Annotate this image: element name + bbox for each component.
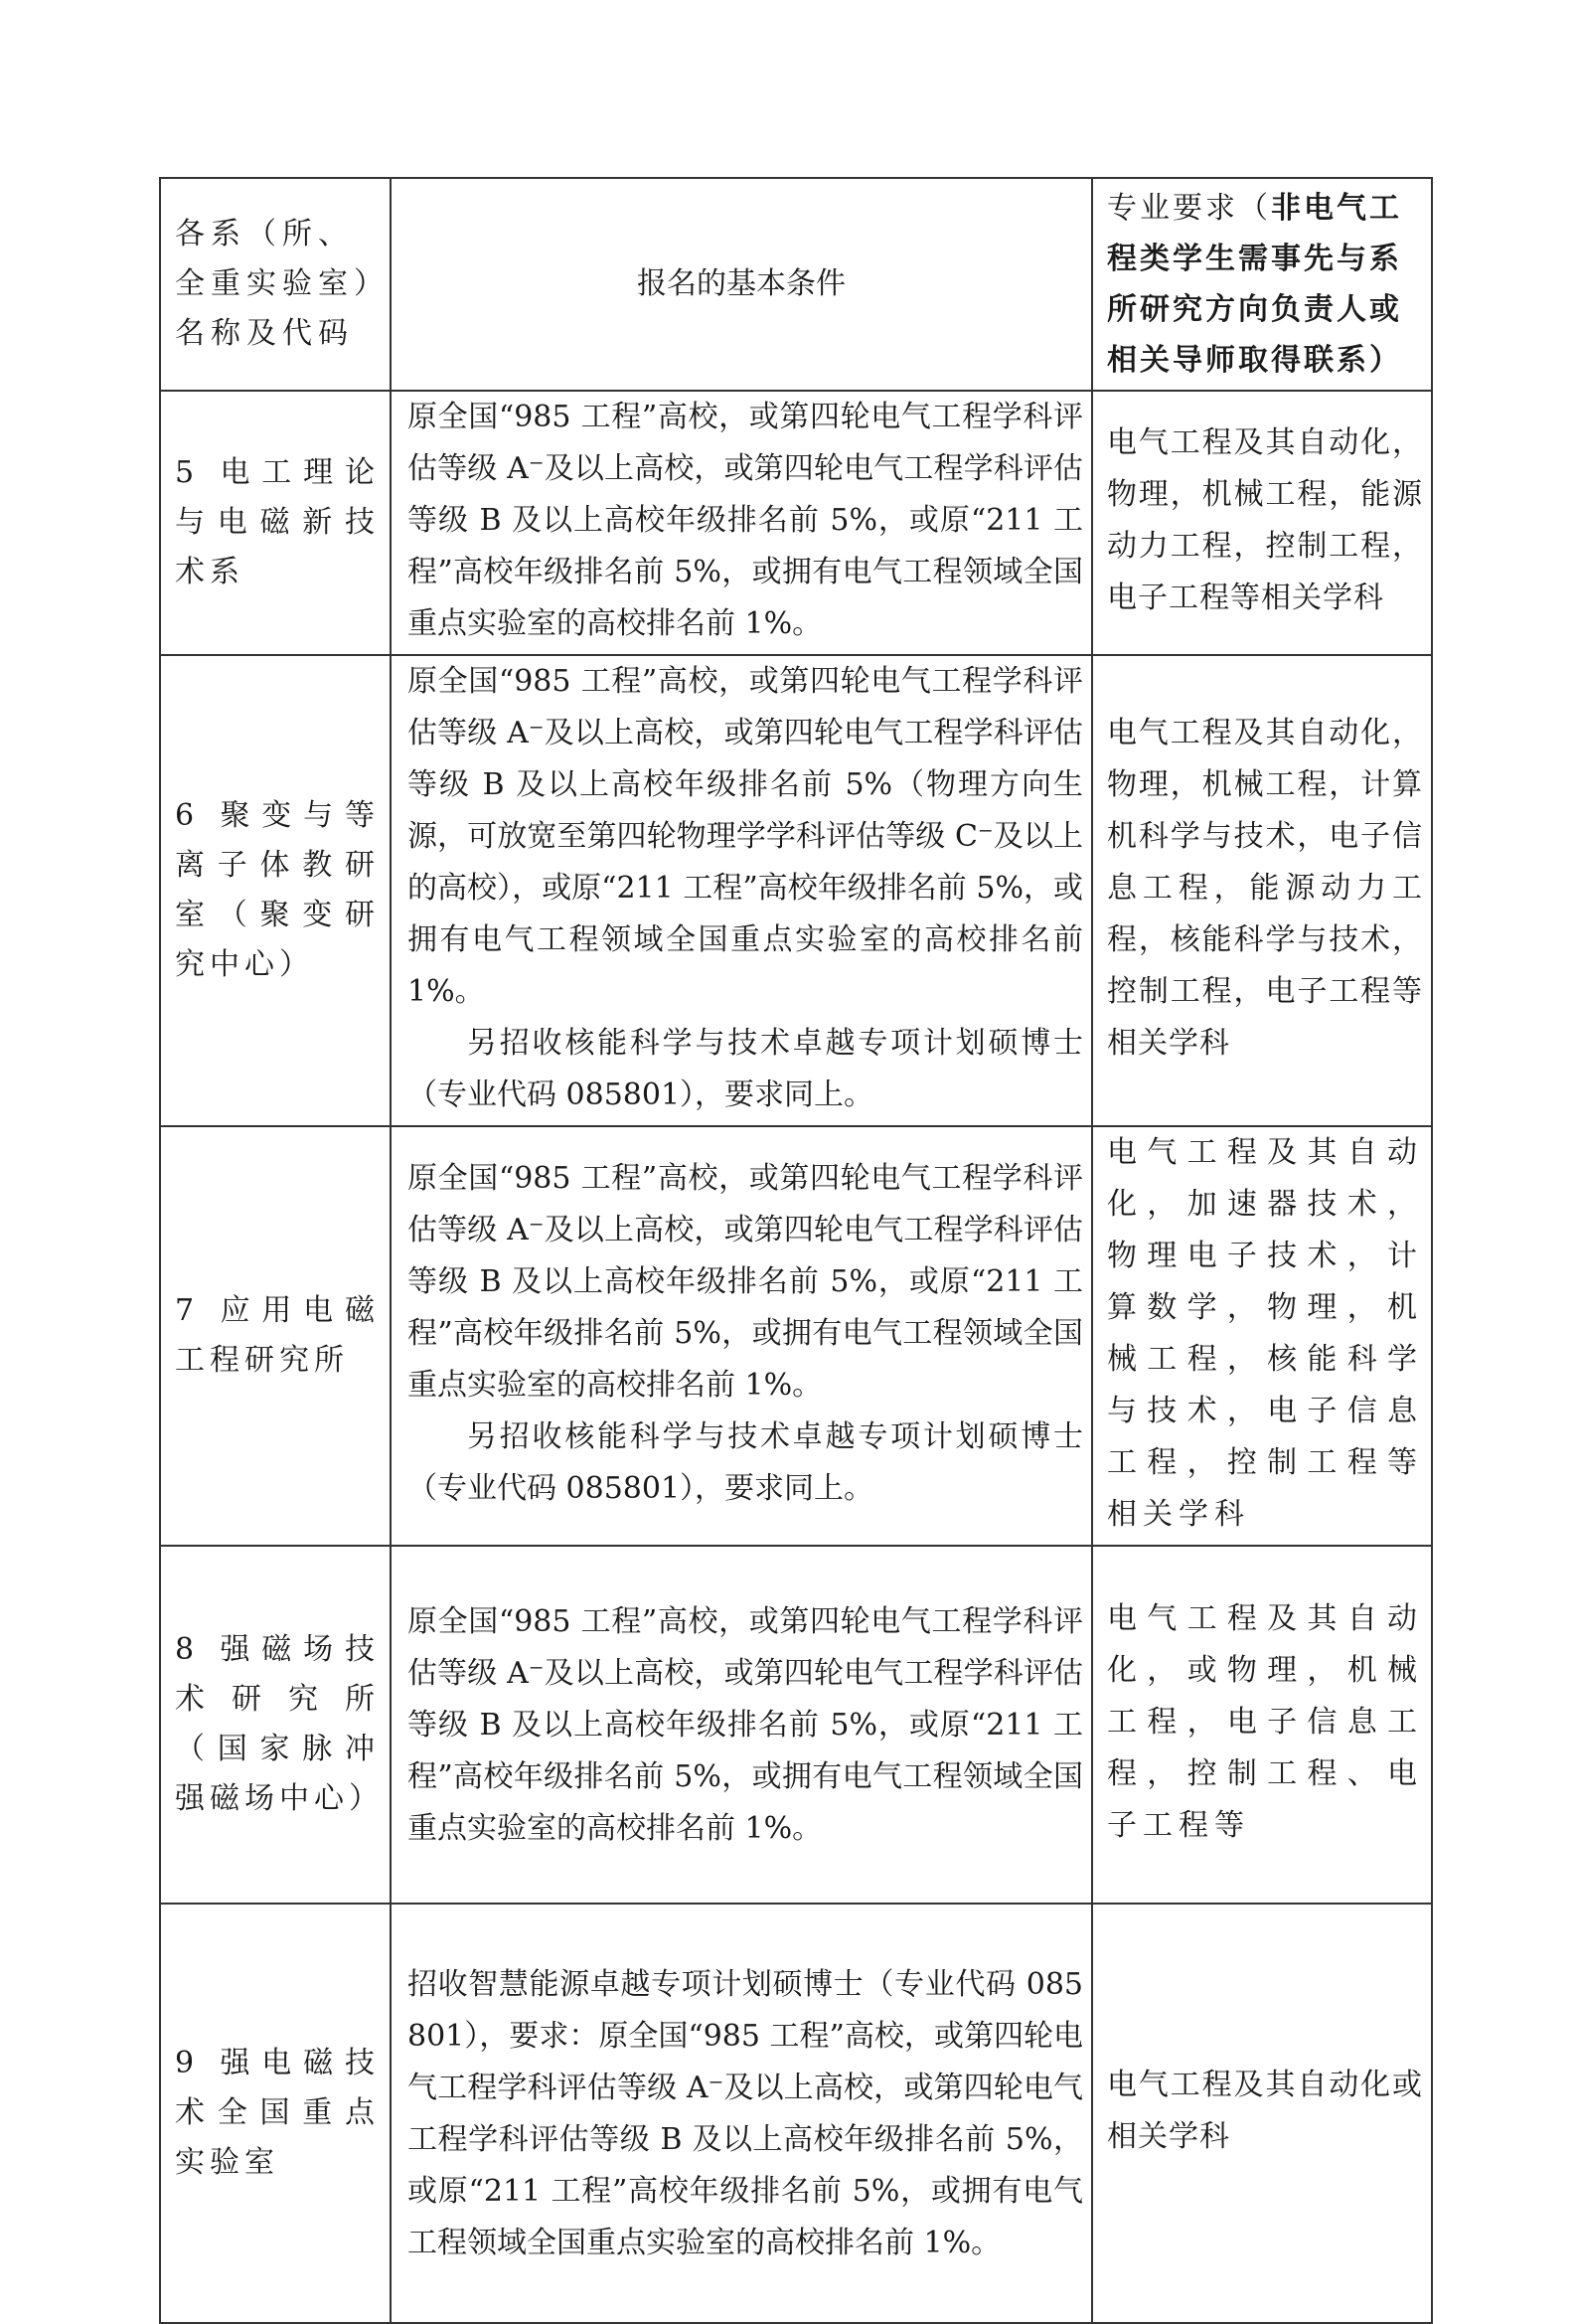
conditions-extra-text: 另招收核能科学与技术卓越专项计划硕博士（专业代码 085801），要求同上。 <box>407 1026 1083 1112</box>
conditions-text: 原全国“985 工程”高校，或第四轮电气工程学科评估等级 A⁻及以上高校，或第四轮电气工程学科评估等级 B 及以上高校年级排名前 5%（物理方向生源，可放宽至第四轮物理学学科评估等级 C⁻及以上的高校），或原“211 工程”高校年级排名前 5%，或拥有电气工程领域全国重点实验室的高校排名前 1%。 <box>407 664 1083 1009</box>
basic-conditions <box>391 655 1092 1126</box>
basic-conditions <box>391 1904 1092 2323</box>
conditions-text: 原全国“985 工程”高校，或第四轮电气工程学科评估等级 A⁻及以上高校，或第四轮电气工程学科评估等级 B 及以上高校年级排名前 5%，或原“211 工程”高校年级排名前 5%，或拥有电气工程领域全国重点实验室的高校排名前 1%。 <box>407 1604 1083 1846</box>
major-requirements: 电气工程及其自动化，物理，机械工程，能源动力工程，控制工程，电子工程等相关学科 <box>1092 391 1432 655</box>
header-conditions: 报名的基本条件 <box>391 178 1092 391</box>
table-row <box>160 655 1432 1126</box>
conditions-text: 原全国“985 工程”高校，或第四轮电气工程学科评估等级 A⁻及以上高校，或第四轮电气工程学科评估等级 B 及以上高校年级排名前 5%，或原“211 工程”高校年级排名前 5%，或拥有电气工程领域全国重点实验室的高校排名前 1%。 <box>407 1161 1083 1403</box>
department-name: 9 强电磁技术全国重点实验室 <box>160 1904 391 2323</box>
conditions-extra-text: 另招收核能科学与技术卓越专项计划硕博士（专业代码 085801），要求同上。 <box>407 1419 1083 1506</box>
department-name: 6 聚变与等离子体教研室（聚变研究中心） <box>160 655 391 1126</box>
major-requirements: 电气工程及其自动化，或物理，机械工程，电子信息工程，控制工程、电子工程等 <box>1092 1546 1432 1904</box>
major-requirements: 电气工程及其自动化，物理，机械工程，计算机科学与技术，电子信息工程，能源动力工程，核能科学与技术，控制工程，电子工程等相关学科 <box>1092 655 1432 1126</box>
header-major-requirements <box>1092 178 1432 391</box>
major-requirements: 电气工程及其自动化或相关学科 <box>1092 1904 1432 2323</box>
conditions-text: 原全国“985 工程”高校，或第四轮电气工程学科评估等级 A⁻及以上高校，或第四轮电气工程学科评估等级 B 及以上高校年级排名前 5%，或原“211 工程”高校年级排名前 5%，或拥有电气工程领域全国重点实验室的高校排名前 1%。 <box>407 400 1083 641</box>
header-major-prefix: 专业要求（ <box>1107 191 1271 226</box>
major-requirements: 电气工程及其自动化，加速器技术，物理电子技术，计算数学，物理，机械工程，核能科学与技术，电子信息工程，控制工程等相关学科 <box>1092 1126 1432 1546</box>
basic-conditions <box>391 1126 1092 1546</box>
department-name: 7 应用电磁工程研究所 <box>160 1126 391 1546</box>
header-major-note: 非电气工程类学生需事先与系所研究方向负责人或相关导师取得联系） <box>1107 191 1402 378</box>
basic-conditions <box>391 1546 1092 1904</box>
conditions-text: 招收智慧能源卓越专项计划硕博士（专业代码 085801），要求：原全国“985 工程”高校，或第四轮电气工程学科评估等级 A⁻及以上高校，或第四轮电气工程学科评估等级 B 及以上高校年级排名前 5%，或原“211 工程”高校年级排名前 5%，或拥有电气工程领域全国重点实验室的高校排名前 1%。 <box>407 1967 1083 2260</box>
table-row <box>160 391 1432 655</box>
admission-requirements-table <box>159 177 1433 2324</box>
header-department: 各系（所、全重实验室）名称及代码 <box>160 178 391 391</box>
table-row <box>160 1126 1432 1546</box>
department-name: 8 强磁场技术研究所（国家脉冲强磁场中心） <box>160 1546 391 1904</box>
header-row <box>160 178 1432 391</box>
table-row <box>160 1904 1432 2323</box>
department-name: 5 电工理论与电磁新技术系 <box>160 391 391 655</box>
basic-conditions <box>391 391 1092 655</box>
table-row <box>160 1546 1432 1904</box>
